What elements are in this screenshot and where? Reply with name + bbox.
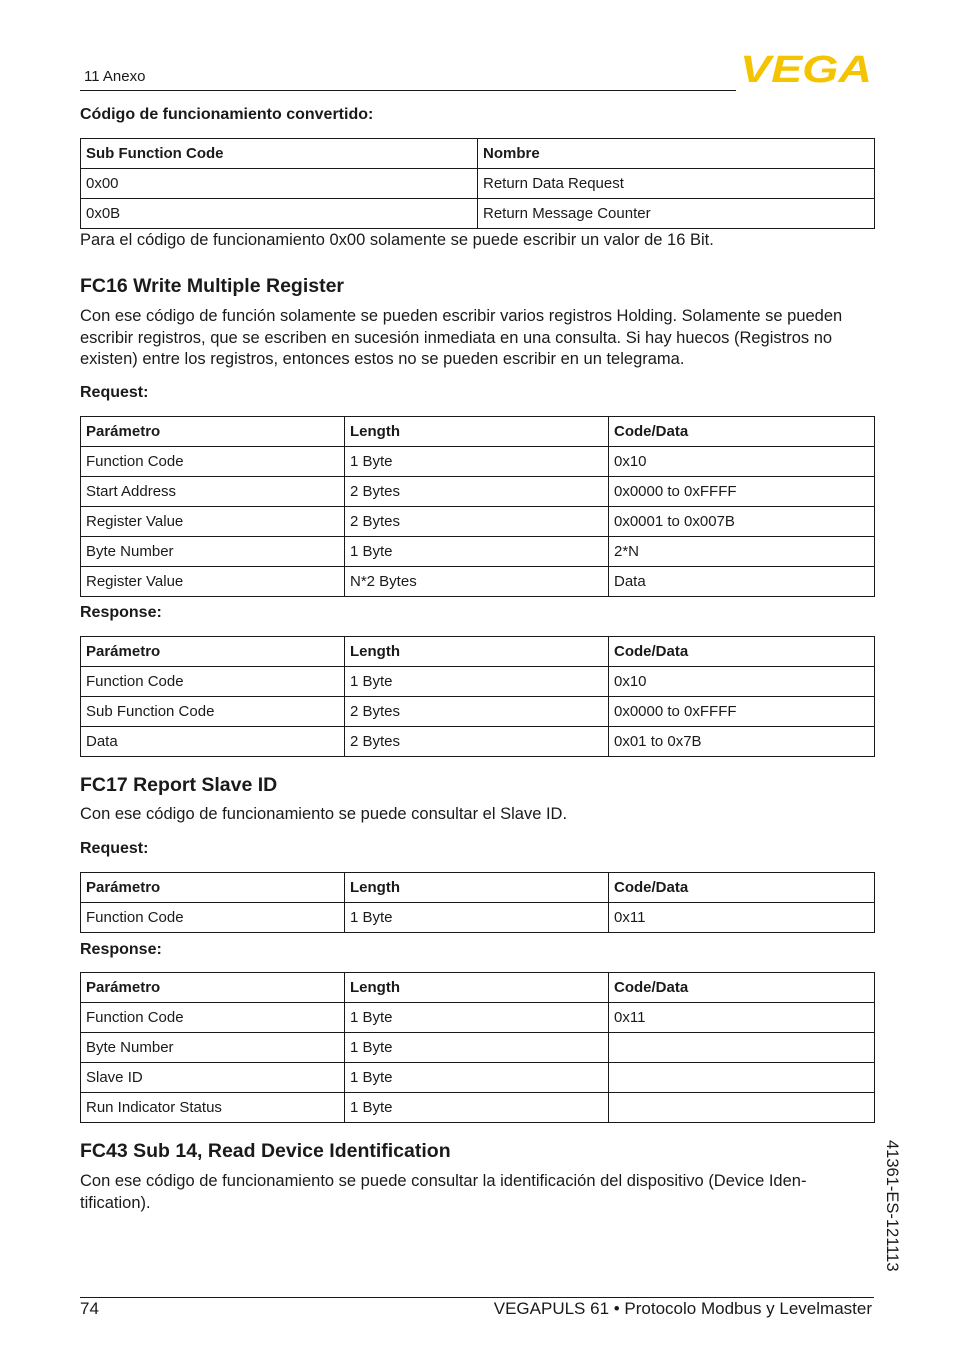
table-header-cell: Nombre <box>478 139 875 169</box>
table-cell: Byte Number <box>81 1033 345 1063</box>
table-cell: 0x10 <box>609 667 875 697</box>
table-row <box>81 567 875 597</box>
table-cell: 0x11 <box>609 1003 875 1033</box>
fc16-response-label: Response: <box>80 604 162 621</box>
table-header-row <box>81 417 875 447</box>
table-cell: Function Code <box>81 1003 345 1033</box>
fc17-request-table <box>80 872 875 933</box>
page-number: 74 <box>80 1299 99 1318</box>
table-cell: 1 Byte <box>345 1003 609 1033</box>
vega-logo-text: VEGA <box>740 52 872 84</box>
table-cell: 0x0001 to 0x007B <box>609 507 875 537</box>
document-code: 41361-ES-121113 <box>883 1140 901 1272</box>
table-cell: 0x00 <box>81 169 478 199</box>
table-cell: 2 Bytes <box>345 697 609 727</box>
table-row <box>81 1033 875 1063</box>
table-header-row <box>81 139 875 169</box>
table-cell: Start Address <box>81 477 345 507</box>
table-header-cell: Length <box>345 873 609 903</box>
vega-logo <box>740 52 874 84</box>
table-cell: Register Value <box>81 567 345 597</box>
table-row <box>81 667 875 697</box>
table-cell: Run Indicator Status <box>81 1093 345 1123</box>
table-header-cell: Length <box>345 637 609 667</box>
fc16-request-label: Request: <box>80 384 149 401</box>
table-row <box>81 903 875 933</box>
fc43-paragraph <box>80 1171 874 1214</box>
table-cell: 0x0000 to 0xFFFF <box>609 477 875 507</box>
fc43-paragraph-line: Con ese código de funcionamiento se puede consultar la identificación del dispositivo (Device Iden- <box>80 1172 807 1190</box>
fc17-response-label: Response: <box>80 941 162 958</box>
fc43-heading: FC43 Sub 14, Read Device Identification <box>80 1140 451 1162</box>
table-row <box>81 697 875 727</box>
fc16-heading: FC16 Write Multiple Register <box>80 275 345 297</box>
table-cell: Function Code <box>81 447 345 477</box>
table-cell: 0x01 to 0x7B <box>609 727 875 757</box>
table-cell: Function Code <box>81 903 345 933</box>
table-cell: 0x11 <box>609 903 875 933</box>
table-header-row <box>81 873 875 903</box>
table-cell: 0x10 <box>609 447 875 477</box>
table-cell: 1 Byte <box>345 1093 609 1123</box>
fc17-heading: FC17 Report Slave ID <box>80 774 278 796</box>
table-row <box>81 199 875 229</box>
table-cell: 1 Byte <box>345 447 609 477</box>
table-cell: 1 Byte <box>345 667 609 697</box>
table-cell <box>609 1063 875 1093</box>
table-row <box>81 1063 875 1093</box>
fc16-request-table <box>80 416 875 597</box>
fc16-paragraph: Con ese código de función solamente se pueden escribir varios registros Holding. Solamente se pueden escribir registros, que se escriben en sucesión inmediata en una consulta. Si hay huecos (Registros no existen) entre los registros, entonces estos no se pueden escribir en un telegrama. <box>80 307 843 368</box>
footer-rule <box>80 1297 874 1298</box>
table-cell: Data <box>81 727 345 757</box>
table-header-cell: Parámetro <box>81 637 345 667</box>
table-row <box>81 447 875 477</box>
table-cell: 2 Bytes <box>345 507 609 537</box>
table-cell: Return Message Counter <box>478 199 875 229</box>
table-header-cell: Parámetro <box>81 973 345 1003</box>
table-cell: 1 Byte <box>345 537 609 567</box>
table-header-cell: Length <box>345 417 609 447</box>
table-cell: 2 Bytes <box>345 477 609 507</box>
table-header-cell: Parámetro <box>81 873 345 903</box>
table-cell: 1 Byte <box>345 1033 609 1063</box>
table-cell: Register Value <box>81 507 345 537</box>
table-row <box>81 1003 875 1033</box>
table-cell: 2 Bytes <box>345 727 609 757</box>
table-header-cell: Code/Data <box>609 637 875 667</box>
table-cell: 1 Byte <box>345 903 609 933</box>
table-header-cell: Sub Function Code <box>81 139 478 169</box>
table-header-cell: Length <box>345 973 609 1003</box>
fc17-request-label: Request: <box>80 840 149 857</box>
table-cell: 1 Byte <box>345 1063 609 1093</box>
table-cell: N*2 Bytes <box>345 567 609 597</box>
table-cell: Byte Number <box>81 537 345 567</box>
table-header-row <box>81 973 875 1003</box>
table-row <box>81 727 875 757</box>
table-header-row <box>81 637 875 667</box>
table-row <box>81 537 875 567</box>
table-cell: Sub Function Code <box>81 697 345 727</box>
header-section-label: 11 Anexo <box>84 68 146 85</box>
table-cell: Return Data Request <box>478 169 875 199</box>
converted-code-note: Para el código de funcionamiento 0x00 solamente se puede escribir un valor de 16 Bit. <box>80 231 714 249</box>
fc17-paragraph: Con ese código de funcionamiento se puede consultar el Slave ID. <box>80 805 568 823</box>
table-row <box>81 169 875 199</box>
table-header-cell: Parámetro <box>81 417 345 447</box>
table-cell <box>609 1093 875 1123</box>
fc17-response-table <box>80 972 875 1123</box>
converted-code-label: Código de funcionamiento convertido: <box>80 106 374 123</box>
table-row <box>81 1093 875 1123</box>
table-cell: 0x0B <box>81 199 478 229</box>
table-cell: Data <box>609 567 875 597</box>
header-rule <box>80 90 736 91</box>
table-cell: 0x0000 to 0xFFFF <box>609 697 875 727</box>
table-cell <box>609 1033 875 1063</box>
fc16-response-table <box>80 636 875 757</box>
footer-title: VEGAPULS 61 • Protocolo Modbus y Levelmaster <box>493 1299 872 1318</box>
fc43-paragraph-line: tification). <box>80 1193 151 1212</box>
table-header-cell: Code/Data <box>609 873 875 903</box>
table-cell: Function Code <box>81 667 345 697</box>
converted-code-table <box>80 138 875 229</box>
table-row <box>81 477 875 507</box>
table-header-cell: Code/Data <box>609 417 875 447</box>
table-cell: Slave ID <box>81 1063 345 1093</box>
table-cell: 2*N <box>609 537 875 567</box>
table-header-cell: Code/Data <box>609 973 875 1003</box>
table-row <box>81 507 875 537</box>
